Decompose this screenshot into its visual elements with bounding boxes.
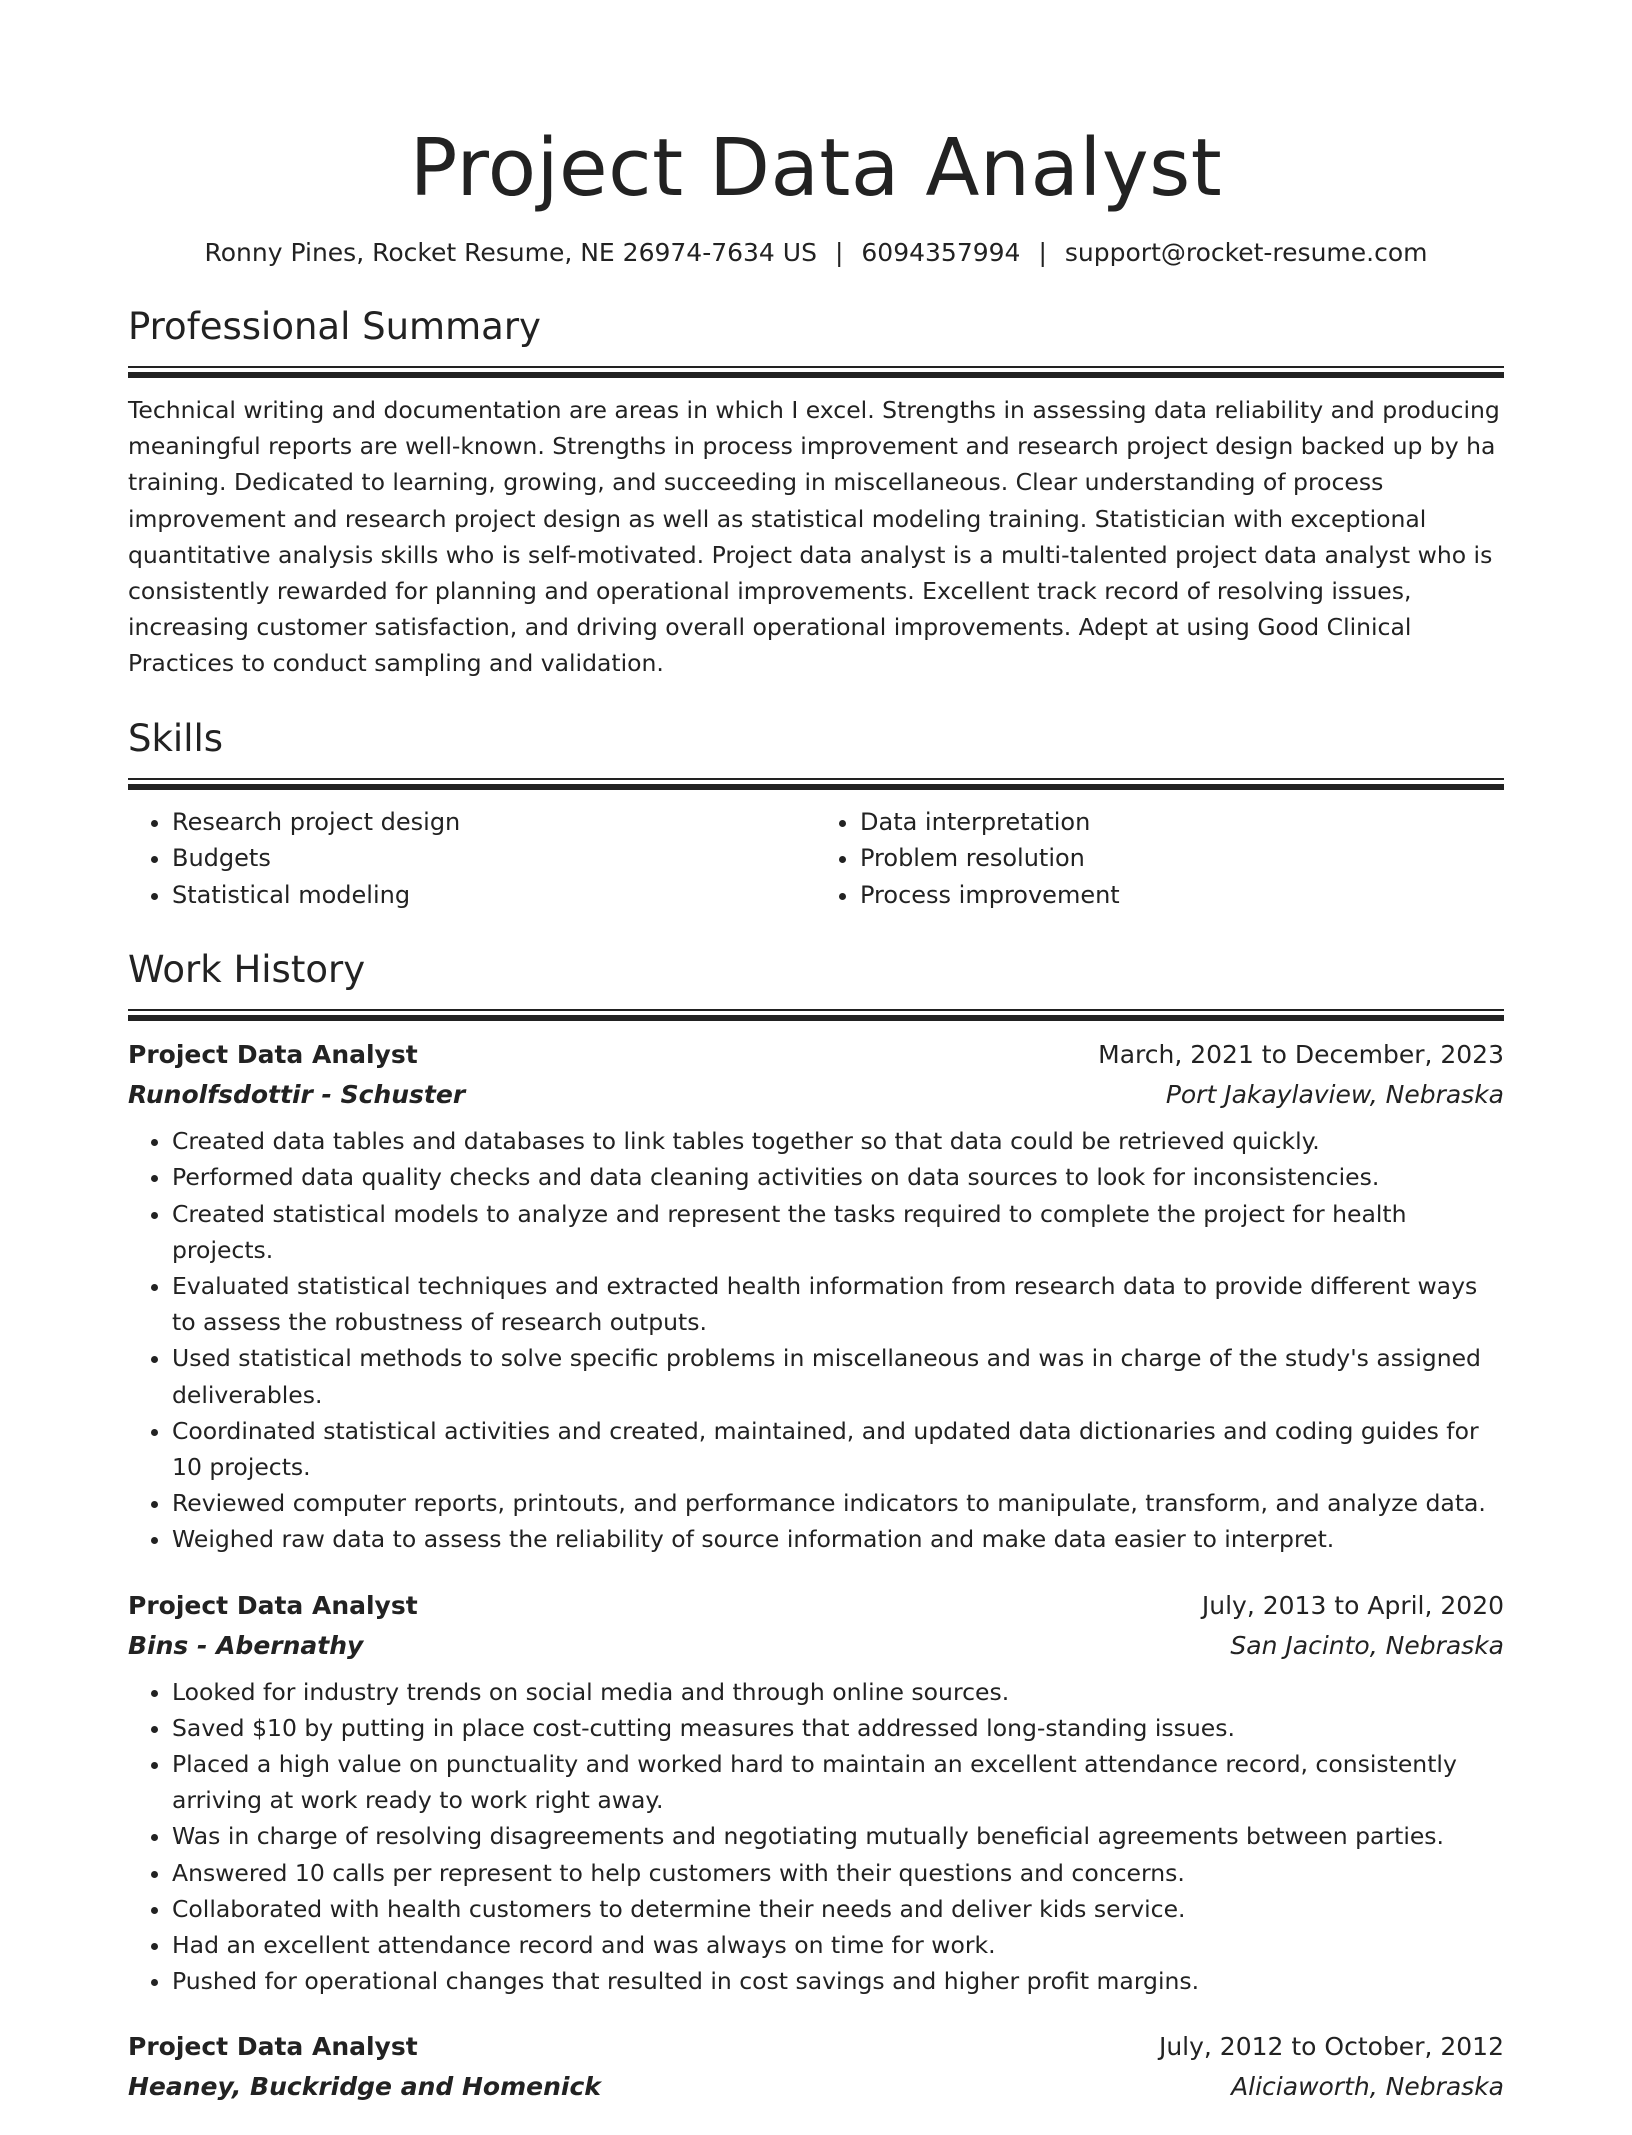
skill-item: • Problem resolution [860, 840, 1504, 877]
job-bullet: • Coordinated statistical activities and created, maintained, and updated data dictionaries and coding guides for 10 projects. [172, 1413, 1504, 1485]
skills-list-left [128, 804, 816, 914]
job-subheader-row [128, 1075, 1504, 1115]
skill-item: • Process improvement [860, 877, 1504, 914]
job-entry [128, 1035, 1504, 1557]
section-divider [128, 1009, 1504, 1021]
job-subheader-row [128, 1626, 1504, 1666]
skills-columns [128, 804, 1504, 914]
job-header-row [128, 1586, 1504, 1626]
job-title: Project Data Analyst [128, 2032, 418, 2062]
section-heading-summary: Professional Summary [128, 305, 541, 348]
job-dates: July, 2013 to April, 2020 [1201, 1590, 1504, 1620]
skills-list-right [816, 804, 1504, 914]
work-history-section [128, 947, 1504, 2107]
job-bullets [128, 1674, 1504, 2000]
job-company: Heaney, Buckridge and Homenick [128, 2072, 601, 2102]
job-subheader-row [128, 2067, 1504, 2107]
job-bullet: • Pushed for operational changes that resulted in cost savings and higher profit margins. [172, 1963, 1504, 1999]
section-heading-skills: Skills [128, 716, 224, 760]
job-bullet: • Answered 10 calls per represent to help customers with their questions and concerns. [172, 1855, 1504, 1891]
job-bullet: • Performed data quality checks and data cleaning activities on data sources to look for inconsistencies. [172, 1159, 1504, 1195]
contact-separator: | [834, 238, 844, 267]
job-bullet: • Looked for industry trends on social media and through online sources. [172, 1674, 1504, 1710]
job-bullet: • Had an excellent attendance record and was always on time for work. [172, 1927, 1504, 1963]
job-bullet: • Was in charge of resolving disagreements and negotiating mutually beneficial agreements between parties. [172, 1818, 1504, 1854]
job-header-row [128, 1035, 1504, 1075]
job-bullets [128, 1123, 1504, 1557]
job-location: Aliciaworth, Nebraska [1231, 2072, 1504, 2102]
job-bullet: • Reviewed computer reports, printouts, and performance indicators to manipulate, transform, and analyze data. [172, 1485, 1504, 1521]
contact-separator: | [1038, 238, 1047, 267]
contact-line [128, 236, 1504, 270]
job-entry [128, 2027, 1504, 2107]
job-bullet: • Collaborated with health customers to determine their needs and deliver kids service. [172, 1891, 1504, 1927]
contact-email: support@rocket-resume.com [1064, 238, 1428, 267]
job-bullet: • Evaluated statistical techniques and extracted health information from research data to provide different ways to assess the robustness of research outputs. [172, 1268, 1504, 1340]
skills-section [128, 716, 1504, 914]
contact-phone: 6094357994 [861, 238, 1021, 267]
section-divider [128, 366, 1504, 378]
job-bullet: • Created statistical models to analyze and represent the tasks required to complete the project for health projects. [172, 1196, 1504, 1268]
job-company: Bins - Abernathy [128, 1630, 364, 1660]
job-bullet: • Weighed raw data to assess the reliability of source information and make data easier to interpret. [172, 1521, 1504, 1557]
job-title: Project Data Analyst [128, 1590, 418, 1620]
job-bullet: • Placed a high value on punctuality and worked hard to maintain an excellent attendance record, consistently arriving at work ready to work right away. [172, 1746, 1504, 1818]
skill-item: • Research project design [172, 804, 816, 841]
section-divider [128, 778, 1504, 790]
job-company: Runolfsdottir - Schuster [128, 1080, 466, 1110]
contact-address: Ronny Pines, Rocket Resume, NE 26974-7634 US [204, 238, 817, 267]
resume-page [128, 120, 1504, 2135]
skill-item: • Statistical modeling [172, 877, 816, 914]
job-dates: July, 2012 to October, 2012 [1158, 2032, 1504, 2062]
job-dates: March, 2021 to December, 2023 [1098, 1040, 1504, 1070]
job-bullet: • Created data tables and databases to link tables together so that data could be retrieved quickly. [172, 1123, 1504, 1159]
skill-item: • Budgets [172, 840, 816, 877]
job-header-row [128, 2027, 1504, 2067]
summary-text: Technical writing and documentation are areas in which I excel. Strengths in assessing data reliability and producing meaningful reports are well-known. Strengths in process improvement and research project design backed up by ha training. Dedicated to learning, growing, and succeeding in miscellaneous. Clear understanding of process improvement and research project design as well as statistical modeling training. Statistician with exceptional quantitative analysis skills who is self-motivated. Project data analyst is a multi-talented project data analyst who is consistently rewarded for planning and operational improvements. Excellent track record of resolving issues, increasing customer satisfaction, and driving overall operational improvements. Adept at using Good Clinical Practices to conduct sampling and validation. [128, 396, 1500, 678]
job-entry [128, 1586, 1504, 2000]
summary-section [128, 304, 1504, 682]
job-bullet: • Saved $10 by putting in place cost-cutting measures that addressed long-standing issues. [172, 1710, 1504, 1746]
section-heading-work: Work History [128, 948, 366, 992]
job-location: San Jacinto, Nebraska [1230, 1630, 1504, 1660]
job-location: Port Jakaylaview, Nebraska [1165, 1080, 1504, 1110]
skill-item: • Data interpretation [860, 804, 1504, 841]
job-bullet: • Used statistical methods to solve specific problems in miscellaneous and was in charge of the study's assigned deliverables. [172, 1340, 1504, 1412]
page-title: Project Data Analyst [409, 122, 1223, 214]
job-title: Project Data Analyst [128, 1040, 418, 1070]
